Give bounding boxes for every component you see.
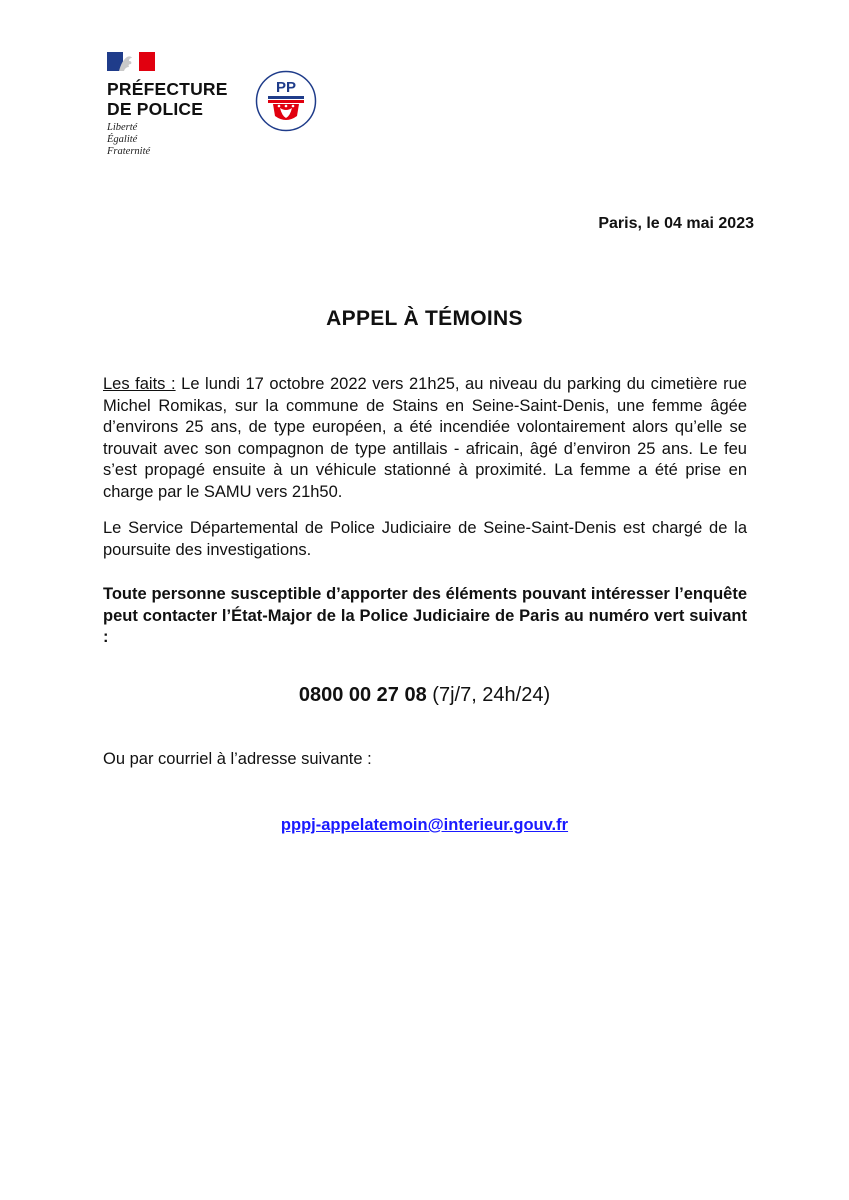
phone-number: 0800 00 27 08 (298, 684, 427, 706)
page-title: APPEL À TÉMOINS (326, 307, 523, 330)
facts-label: Les faits : (103, 375, 176, 393)
phone-line (0, 684, 849, 707)
phone-hours: (7j/7, 24h/24) (426, 684, 551, 706)
motto-liberte: Liberté (107, 122, 138, 133)
motto-egalite: Égalité (107, 134, 138, 145)
republic-motto (107, 122, 228, 158)
prefecture-line1: PRÉFECTURE (107, 79, 228, 99)
marianne-flag-icon (107, 52, 155, 71)
email-line (0, 816, 849, 835)
paragraph-call-to-action: Toute personne susceptible d’apporter des éléments pouvant intéresser l’enquête peut contacter l’État-Major de la Police Judiciaire de Paris au numéro vert suivant : (103, 585, 747, 646)
prefecture-line2: DE POLICE (107, 99, 204, 119)
email-intro: Ou par courriel à l’adresse suivante : (103, 750, 372, 768)
prefecture-name (107, 79, 228, 119)
prefecture-logo (107, 52, 228, 158)
motto-fraternite: Fraternité (107, 146, 151, 157)
paragraph-investigation: Le Service Départemental de Police Judiciaire de Seine-Saint-Denis est chargé de la poursuite des investigations. (103, 519, 747, 559)
document-date: Paris, le 04 mai 2023 (598, 215, 754, 232)
facts-text: Le lundi 17 octobre 2022 vers 21h25, au niveau du parking du cimetière rue Michel Romikas, sur la commune de Stains en Seine-Saint-Denis, une femme âgée d’environs 25 ans, de type européen, a été incendiée volontairement alors qu’elle se trouvait avec son compagnon de type antillais - africain, âgé d’environ 25 ans. Le feu s’est propagé ensuite à un véhicule stationné à proximité. La femme a été prise en charge par le SAMU vers 21h50. (103, 375, 747, 501)
pp-seal-icon (255, 70, 317, 132)
paragraph-facts (103, 374, 747, 503)
svg-text:PP: PP (275, 79, 297, 96)
email-link[interactable]: pppj-appelatemoin@interieur.gouv.fr (280, 816, 569, 834)
